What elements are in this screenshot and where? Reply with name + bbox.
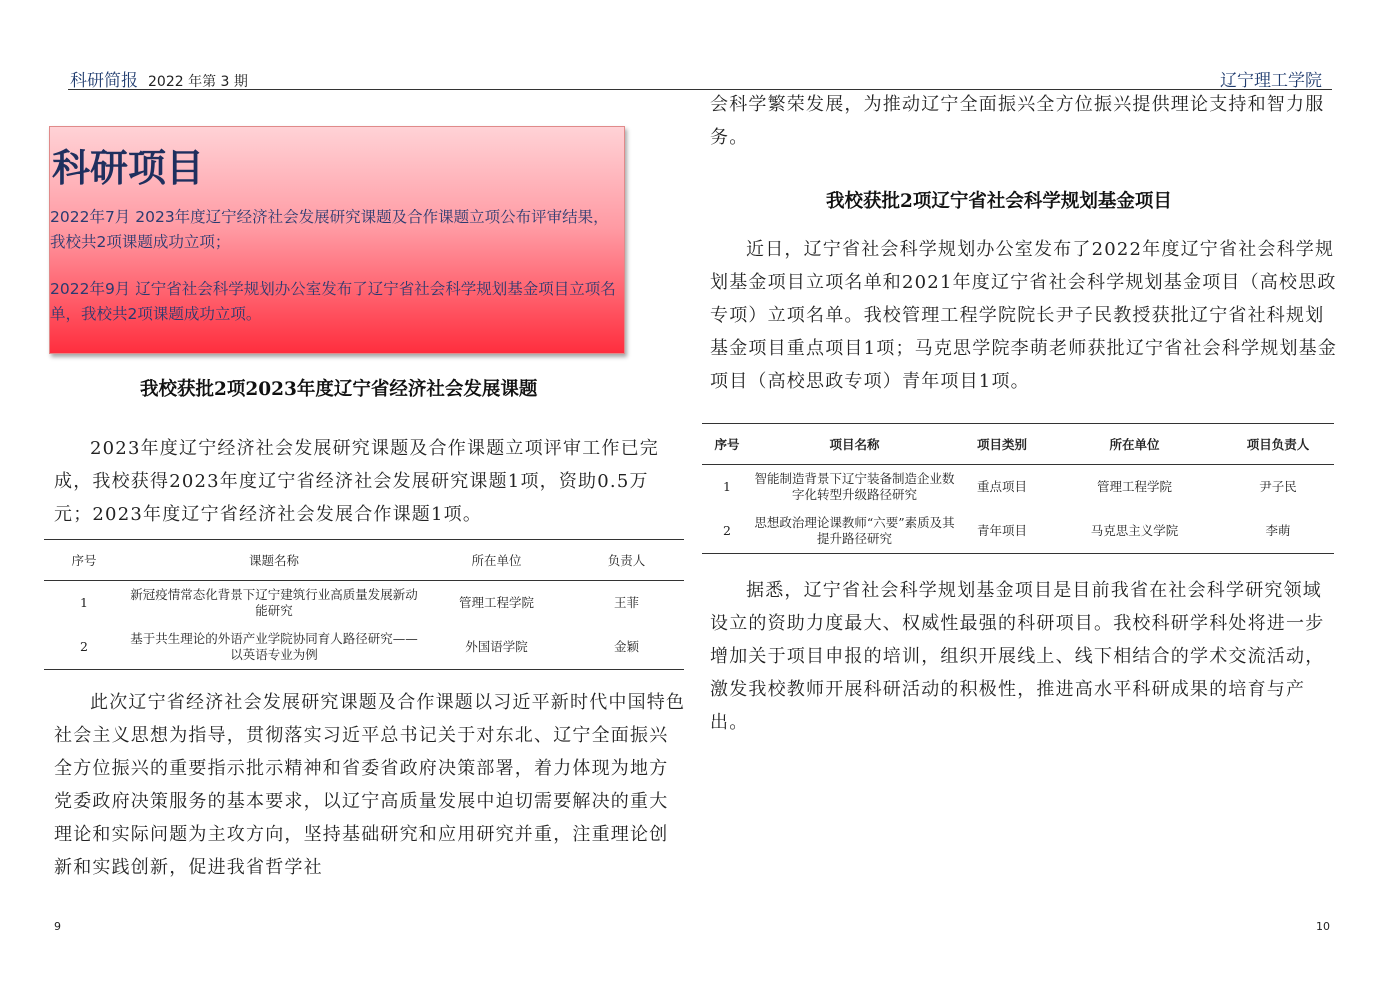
right-continued-paragraph: 会科学繁荣发展，为推动辽宁全面振兴全方位振兴提供理论支持和智力服务。: [710, 94, 1325, 148]
box-paragraph-1: 2022年7月 2023年度辽宁经济社会发展研究课题及合作课题立项公布评审结果，我校共2项课题成功立项；: [50, 208, 609, 251]
box-title: 科研项目: [52, 146, 205, 190]
left-section-title: 我校获批2项2023年度辽宁省经济社会发展课题: [140, 379, 538, 400]
cell-type: 重点项目: [976, 479, 1027, 494]
issue-label: 2022 年第 3 期: [148, 74, 248, 90]
cell-name: 智能制造背景下辽宁装备制造企业数字化转型升级路径研究: [754, 471, 955, 502]
school-name: 辽宁理工学院: [1220, 71, 1322, 91]
right-th-name: 项目名称: [752, 424, 957, 465]
research-projects-box: [49, 126, 625, 354]
right-table-header: [702, 424, 1334, 465]
cell-name: 新冠疫情常态化背景下辽宁建筑行业高质量发展新动能研究: [130, 587, 418, 618]
right-th-index: 序号: [702, 424, 752, 465]
right-paragraph-2: 据悉，辽宁省社会科学规划基金项目是目前我省在社会科学研究领域设立的资助力度最大、权威性最强的科研项目。我校科研学科处将进一步增加关于项目申报的培训，组织开展线上、线下相结合的学术交流活动，激发我校教师开展科研活动的积极性，推进高水平科研成果的培育与产出。: [710, 580, 1325, 733]
right-section-title: 我校获批2项辽宁省社会科学规划基金项目: [826, 191, 1172, 212]
left-th-name: 课题名称: [124, 540, 424, 581]
table-row: [702, 509, 1334, 554]
left-th-index: 序号: [44, 540, 124, 581]
cell-leader: 尹子民: [1259, 479, 1297, 494]
cell-leader: 王菲: [613, 595, 639, 610]
page-number-right: 10: [1316, 920, 1330, 933]
cell-unit: 外国语学院: [424, 625, 569, 670]
right-th-type: 项目类别: [957, 424, 1047, 465]
box-paragraph-2: 2022年9月 辽宁省社会科学规划办公室发布了辽宁省社会科学规划基金项目立项名单，我校共2项课题成功立项。: [50, 280, 616, 323]
right-th-leader: 项目负责人: [1222, 424, 1334, 465]
cell-name: 基于共生理论的外语产业学院协同育人路径研究——以英语专业为例: [124, 625, 424, 670]
cell-type: 青年项目: [957, 509, 1047, 554]
page-number-left: 9: [54, 920, 61, 933]
left-paragraph-2: 此次辽宁省经济社会发展研究课题及合作课题以习近平新时代中国特色社会主义思想为指导，贯彻落实习近平总书记关于对东北、辽宁全面振兴全方位振兴的重要指示批示精神和省委省政府决策部署，着力体现为地方党委政府决策服务的基本要求，以辽宁高质量发展中迫切需要解决的重大理论和实际问题为主攻方向，坚持基础研究和应用研究并重，注重理论创新和实践创新，促进我省哲学社: [54, 692, 686, 878]
left-table-header: [44, 540, 684, 581]
cell-index: 2: [44, 625, 124, 670]
left-table: [44, 539, 684, 670]
right-paragraph-1: 近日，辽宁省社会科学规划办公室发布了2022年度辽宁省社会科学规划基金项目立项名单和2021年度辽宁省社会科学规划基金项目（高校思政专项）立项名单。我校管理工程学院院长尹子民教授获批辽宁省社科规划基金项目重点项目1项；马克思学院李萌老师获批辽宁省社会科学规划基金项目（高校思政专项）青年项目1项。: [710, 239, 1338, 392]
left-th-unit: 所在单位: [424, 540, 569, 581]
cell-index: 2: [702, 509, 752, 554]
cell-unit: 管理工程学院: [1096, 479, 1172, 494]
right-th-unit: 所在单位: [1047, 424, 1222, 465]
table-row: [44, 625, 684, 670]
left-th-leader: 负责人: [569, 540, 684, 581]
cell-unit: 马克思主义学院: [1047, 509, 1222, 554]
cell-index: 1: [723, 479, 731, 494]
bulletin-title: 科研简报: [70, 71, 138, 91]
right-table: [702, 423, 1334, 554]
header-left: [70, 66, 248, 91]
left-paragraph-1: 2023年度辽宁经济社会发展研究课题及合作课题立项评审工作已完成，我校获得2023年度辽宁省经济社会发展研究课题1项，资助0.5万元；2023年度辽宁省经济社会发展合作课题1项。: [54, 438, 660, 525]
cell-name: 思想政治理论课教师“六要”素质及其提升路径研究: [752, 509, 957, 554]
table-row: [44, 581, 684, 626]
table-row: [702, 465, 1334, 510]
cell-leader: 李萌: [1222, 509, 1334, 554]
cell-index: 1: [80, 595, 88, 610]
cell-leader: 金颖: [569, 625, 684, 670]
cell-unit: 管理工程学院: [458, 595, 534, 610]
